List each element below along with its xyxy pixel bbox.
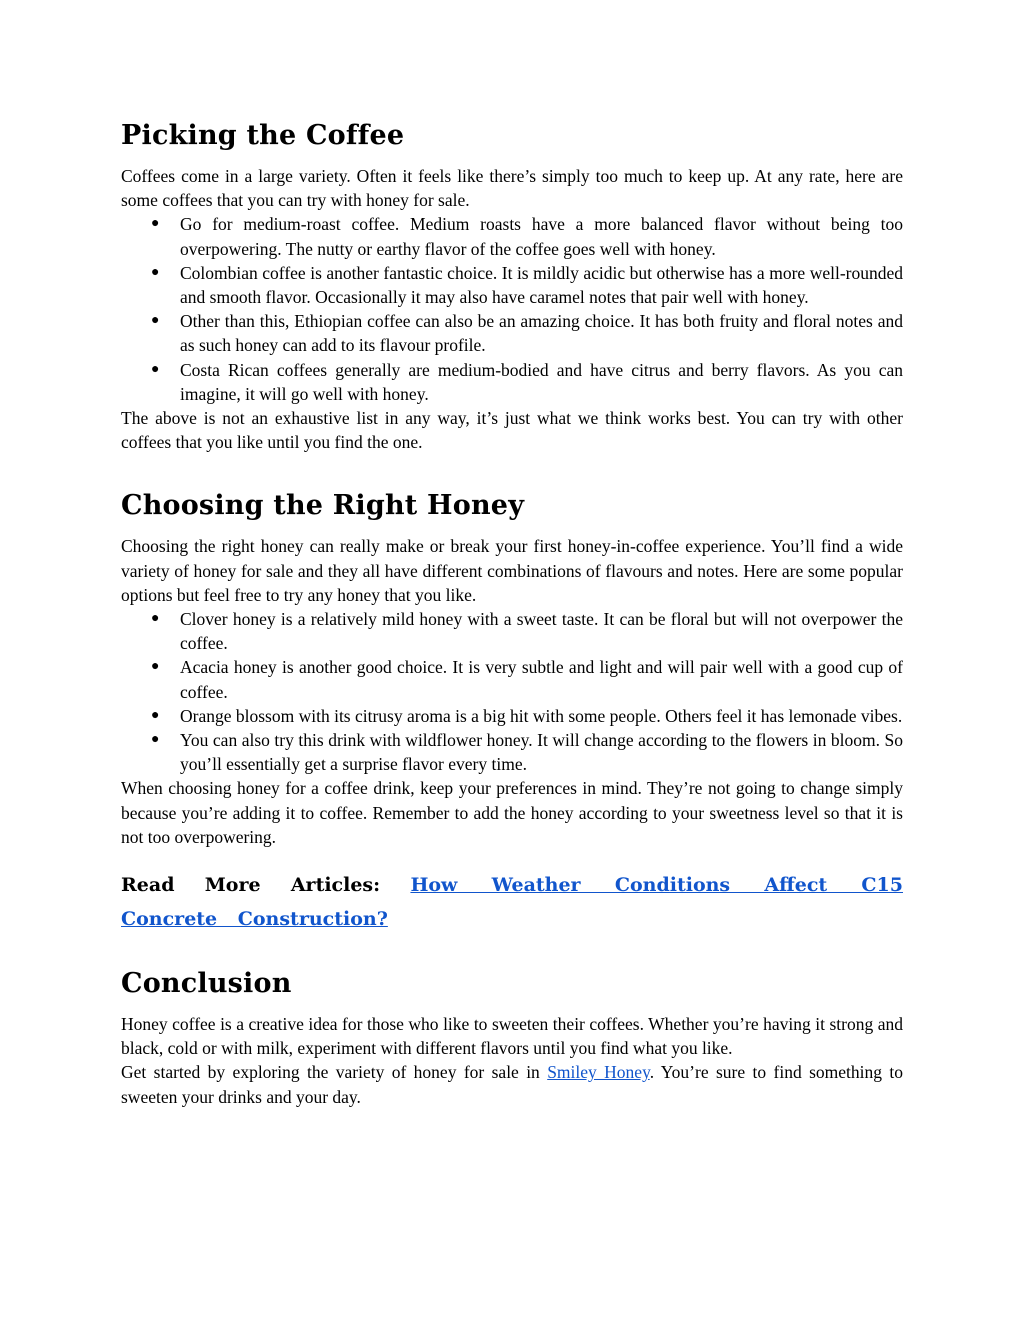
list-item bbox=[121, 655, 903, 703]
bullet-icon: ● bbox=[151, 264, 160, 280]
section-intro: Coffees come in a large variety. Often it feels like there’s simply too much to keep up. At any rate, here are some coffees that you can try with honey for sale. bbox=[121, 166, 903, 211]
list-item-text: Colombian coffee is another fantastic choice. It is mildly acidic but otherwise has a more well-rounded and smooth flavor. Occasionally it may also have caramel notes that pair well with honey. bbox=[180, 262, 903, 308]
cta-text-before: Get started by exploring the variety of honey for sale in bbox=[121, 1062, 548, 1083]
conclusion-cta-paragraph bbox=[121, 1060, 903, 1108]
conclusion-paragraph: Honey coffee is a creative idea for those who like to sweeten their coffees. Whether you’re having it strong and black, cold or with milk, experiment with different flavors until you find what you like. bbox=[121, 1014, 903, 1059]
section-outro: The above is not an exhaustive list in any way, it’s just what we think works best. You can try with other coffees that you like until you find the one. bbox=[121, 408, 903, 453]
bullet-icon: ● bbox=[151, 216, 160, 232]
read-more-article-link[interactable]: How Weather Conditions Affect C15 Concrete Construction? bbox=[121, 874, 903, 931]
list-item bbox=[121, 309, 903, 357]
section-heading-choosing-honey: Choosing the Right Honey bbox=[121, 490, 525, 522]
list-item bbox=[121, 607, 903, 655]
list-item-text: Go for medium-roast coffee. Medium roasts have a more balanced flavor without being too overpowering. The nutty or earthy flavor of the coffee goes well with honey. bbox=[180, 214, 903, 259]
section-spacer bbox=[121, 454, 903, 488]
list-item-text: Acacia honey is another good choice. It is very subtle and light and will pair well with a good cup of coffee. bbox=[180, 657, 903, 702]
bullet-icon: ● bbox=[151, 611, 160, 627]
list-item bbox=[121, 212, 903, 260]
bullet-icon: ● bbox=[151, 659, 160, 675]
smiley-honey-link[interactable]: Smiley Honey bbox=[547, 1062, 650, 1083]
list-item-text: You can also try this drink with wildflower honey. It will change according to the flowers in bloom. So you’ll essentially get a surprise flavor every time. bbox=[180, 730, 903, 775]
bullet-icon: ● bbox=[151, 361, 160, 377]
read-more-label: Read More Articles: bbox=[121, 874, 381, 897]
list-item bbox=[121, 728, 903, 776]
section-heading-picking-coffee: Picking the Coffee bbox=[121, 120, 405, 151]
honey-options-list bbox=[121, 607, 903, 776]
bullet-icon: ● bbox=[151, 707, 160, 723]
list-item-text: Orange blossom with its citrusy aroma is a big hit with some people. Others feel it has lemonade vibes. bbox=[180, 705, 903, 726]
list-item-text: Clover honey is a relatively mild honey with a sweet taste. It can be floral but will not overpower the coffee. bbox=[180, 609, 903, 654]
list-item bbox=[121, 358, 903, 406]
list-item-text: Costa Rican coffees generally are medium-bodied and have citrus and berry flavors. As you can imagine, it will go well with honey. bbox=[180, 359, 903, 404]
section-heading-conclusion: Conclusion bbox=[121, 968, 292, 1000]
section-spacer bbox=[121, 936, 903, 966]
list-item-text: Other than this, Ethiopian coffee can also be an amazing choice. It has both fruity and floral notes and as such honey can add to its flavour profile. bbox=[180, 311, 903, 356]
section-outro: When choosing honey for a coffee drink, keep your preferences in mind. They’re not going to change simply because you’re adding it to coffee. Remember to add the honey according to your sweetness level so that it is not too overpowering. bbox=[121, 778, 903, 847]
document-page bbox=[121, 118, 903, 1109]
list-item bbox=[121, 704, 903, 728]
bullet-icon: ● bbox=[151, 313, 160, 329]
section-intro: Choosing the right honey can really make or break your first honey-in-coffee experience. You’ll find a wide variety of honey for sale and they all have different combinations of flavours and notes. Here are some popular options but feel free to try any honey that you like. bbox=[121, 536, 903, 605]
coffee-options-list bbox=[121, 212, 903, 406]
list-item bbox=[121, 261, 903, 309]
cta-text-after: . You’re sure to find something to sweeten your drinks and your day. bbox=[121, 1062, 903, 1107]
read-more-block bbox=[121, 868, 903, 936]
bullet-icon: ● bbox=[151, 732, 160, 748]
